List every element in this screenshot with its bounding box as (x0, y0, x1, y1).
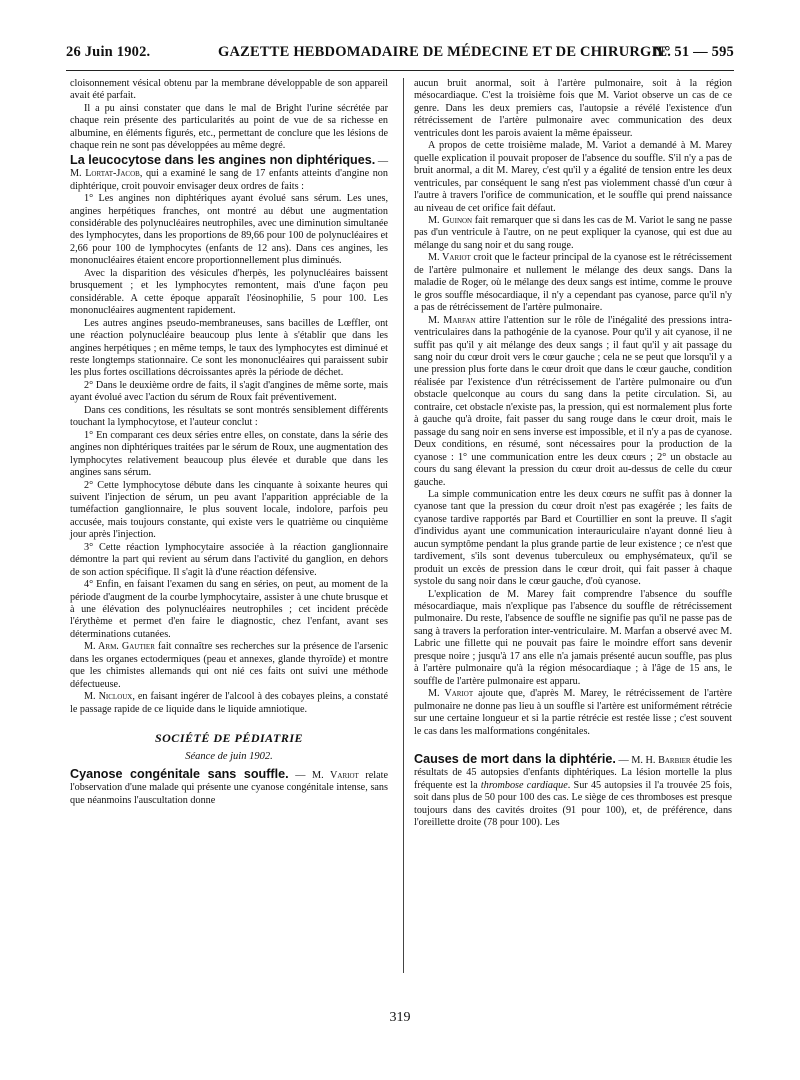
paragraph: 1° Les angines non diphtériques ayant évolué sans sérum. Les unes, angines herpétiques franches, ont montré au début une augmentation considérable des polynucléaires neutrophiles, avec une diminution simultanée des lymphocytes, dans les proportions de 89,66 pour 100 de polynucléaires et 2,66 pour 100 de lymphocytes (enfants de 12 ans). Dans ces angines, les mononucléaires étaient encore proportionnellement plus diminués. (70, 193, 388, 267)
running-header (66, 44, 734, 66)
header-date: 26 Juin 1902. (66, 44, 151, 60)
paragraph: Avec la disparition des vésicules d'herpès, les polynucléaires baissent brusquement ; et les lymphocytes remontent, mais d'une façon peu considérable. A cette époque apparaît l'éosinophilie, 5 pour 100. Les mononucléaires augmentent rapidement. (70, 267, 388, 317)
paragraph: 1° En comparant ces deux séries entre elles, on constate, dans la série des angines non diphtériques traitées par le sérum de Roux, une augmentation des lymphocytes relativement beaucoup plus élevée et durable que dans les angines sans sérum. (70, 429, 388, 479)
paragraph (414, 688, 732, 738)
paragraph-text: ajoute que, d'après M. Marey, le rétrécissement de l'artère pulmonaire ne donne pas lieu à un souffle si l'artère est uniformément rétrécie sur une certaine longueur et si la partie rétrécie est restée lisse ; c'est souvent le cas dans les malformations congénitales. (414, 688, 732, 737)
author-name: M. Arm. Gautier (84, 641, 155, 653)
paragraph: 3° Cette réaction lymphocytaire associée à la réaction ganglionnaire démontre la part qui revient au sérum dans l'activité du ganglion, en dehors de son action spécifique. Il s'agit là d'une réaction défensive. (70, 541, 388, 578)
author-name: M. Variot (312, 770, 359, 782)
emphasis-text: thrombose cardiaque (480, 779, 568, 791)
paragraph: Il a pu ainsi constater que dans le mal de Bright l'urine sécrétée par chaque rein présente des particularités au point de vue de sa richesse en albumine, en éléments figurés, etc., permettant de conclure que les lésions de chaque rein ne sont pas développées au même degré. (70, 102, 388, 152)
paragraph: aucun bruit anormal, soit à l'artère pulmonaire, soit à la région mésocardiaque. C'est la troisième fois que M. Variot observe un cas de ce genre. Dans les deux premiers cas, l'autopsie a révélé l'existence d'un rétrécissement de l'artère pulmonaire avec communication des deux ventricules dont les parois avaient la même épaisseur. (414, 78, 732, 139)
paragraph: cloisonnement vésical obtenu par la membrane développable de son appareil avait été parfait. (70, 78, 388, 102)
page-number: 319 (389, 1010, 411, 1025)
issue-page-number: N° 51 — 595 (653, 44, 734, 60)
column-divider (403, 78, 404, 973)
session-date: Séance de juin 1902. (185, 750, 273, 762)
paragraph-text: . Sur 45 autopsies il l'a trouvée 25 fois, soit dans plus de 50 pour 100 des cas. Le siège de ces thromboses est presque toujours dans des cavités droites (91 pour 100), et, de préférence, dans l'oreillette droite (78 pour 100). Les (414, 779, 732, 829)
left-column (70, 78, 388, 807)
paragraph-text: , qui a examiné le sang de 17 enfants atteints d'angine non diphtérique, croit pouvoir envisager deux ordres de faits : (70, 168, 388, 192)
header-rule (66, 70, 734, 71)
author-name: M. H. Barbier (631, 755, 691, 767)
paragraph-text: , en faisant ingérer de l'alcool à des cobayes pleins, a constaté le passage rapide de ce liquide dans le liquide amniotique. (70, 691, 389, 715)
paragraph: 2° Cette lymphocytose débute dans les cinquante à soixante heures qui suivent l'injection de sérum, un peu avant l'apparition appréciable de la tuméfaction ganglionnaire, le plus souvent locale, indolore, parfois peu accusée, mais toujours constante, qui existe vers le quatrième ou cinquième jour après l'injection. (70, 479, 388, 541)
paragraph: 2° Dans le deuxième ordre de faits, il s'agit d'angines de même sorte, mais ayant évolué avec l'action du sérum de Roux fait préventivement. (70, 379, 388, 404)
paragraph-text: croit que le facteur principal de la cyanose est le rétrécissement de l'artère pulmonaire et nullement le mélange des deux sangs. Dans la maladie de Roger, où le mélange des deux sangs est intime, comme le prouve le gros souffle mésocardiaque, il n'y a cependant pas cyanose, parce qu'il n'y a pas de rétrécissement de l'artère pulmonaire. (414, 252, 732, 314)
paragraph-text: fait connaître ses recherches sur la présence de l'arsenic dans les organes ectodermiques (peau et annexes, glande thyroïde) et montre que les chimistes allemands qui ont nié ces faits ont suivi une méthode défectueuse. (70, 641, 389, 690)
paragraph: Dans ces conditions, les résultats se sont montrés sensiblement différents touchant la lymphocytose, et l'auteur conclut : (70, 404, 388, 429)
author-name: M. Guinon (428, 214, 473, 226)
paragraph: La simple communication entre les deux cœurs ne suffit pas à donner la cyanose tant que la pression du cœur droit n'est pas exagérée ; les faits de cyanose tardive rapportés par Bard et Courtillier en sont la preuve. Il s'agit d'individus ayant une communication interauriculaire n'ayant donné lieu à aucun symptôme pendant la plus grande partie de leur existence ; ce n'est que tardivement, s'ils sont devenus tuberculeux ou emphysémateux, qu'il se produit un excès de pression dans le cœur droit, qui fait passer à chaque systole du sang noir dans le cœur gauche, d'où cyanose. (414, 488, 732, 588)
right-column (414, 78, 732, 830)
author-name: M. Variot (428, 688, 474, 700)
cyanose-article-head: Cyanose congénitale sans souffle. — M. Variot relate l'observation d'une malade qui présente une cyanose congénitale intense, sans que néanmoins l'auscultation donne (70, 767, 388, 806)
section-heading: Cyanose congénitale sans souffle. (70, 767, 289, 782)
paragraph (70, 641, 388, 691)
paragraph (414, 315, 732, 489)
section-heading: Causes de mort dans la diphtérie. (414, 752, 616, 767)
paragraph (414, 252, 732, 314)
section-spacer (414, 738, 732, 752)
leucocytose-article-head: La leucocytose dans les angines non diphtériques. — M. Lortat-Jacob, qui a examiné le sang de 17 enfants atteints d'angine non diphtérique, croit pouvoir envisager deux ordres de faits : (70, 152, 389, 192)
paragraph: 4° Enfin, en faisant l'examen du sang en séries, on peut, au moment de la période d'augment de la courbe lymphocytaire, assister à une chute brusque et à une élévation des polynucléaires neutrophiles ; cet incident précède l'érythème et permet d'en faire le diagnostic, chez l'enfant, avant ses déterminations cutanées. (70, 579, 388, 640)
society-heading: SOCIÉTÉ DE PÉDIATRIE (154, 731, 304, 746)
paragraph-text: relate l'observation d'une malade qui présente une cyanose congénitale intense, sans que néanmoins l'auscultation donne (70, 770, 388, 806)
author-name: M. Lortat-Jacob (70, 168, 140, 180)
paragraph: Les autres angines pseudo-membraneuses, sans bacilles de Lœffler, ont une réaction polynucléaire beaucoup plus lente à s'établir que dans les angines herpétiques ; en même temps, le taux des lymphocytes est diminué et reste longtemps stationnaire. Ce sont les mononucléaires qui paraissent subir les plus fortes oscillations décroissantes après la période de déchet. (70, 317, 388, 379)
paragraph: A propos de cette troisième malade, M. Variot a demandé à M. Marey quelle explication il pouvait proposer de l'absence du souffle. S'il n'y a pas de bruit anormal, a dit M. Marey, c'est qu'il y a égalité de tension entre les deux ventricules, par conséquent le sang n'est pas violemment chassé d'un cœur à l'autre à travers l'orifice de communication, et le souffle qui prend naissance au niveau de cet orifice fait défaut. (414, 140, 732, 214)
author-name: M. Variot (428, 252, 471, 264)
section-heading: La leucocytose dans les angines non diphtériques. (70, 152, 376, 167)
diphterie-article-head: Causes de mort dans la diphtérie. — M. H. Barbier étudie les résultats de 45 autopsies d'enfants diphtériques. La lésion mortelle la plus fréquente est la thrombose cardiaque. Sur 45 autopsies il l'a trouvée 25 fois, soit dans plus de 50 pour 100 des cas. Le siège de ces thromboses est presque toujours dans des cavités droites (91 pour 100), et, de préférence, dans l'oreillette droite (78 pour 100). Les (414, 752, 732, 829)
paragraph: L'explication de M. Marey fait comprendre l'absence du souffle mésocardiaque, mais n'explique pas l'absence du souffle de rétrécissement pulmonaire. Du reste, l'absence de souffle ne signifie pas qu'il ne passe pas de sang à travers la perforation inter-ventriculaire. M. Marfan a observé avec M. Labric une fillette qui ne pouvait pas faire le moindre effort sans devenir presque noire ; jusqu'à 17 ans elle n'a jamais présenté aucun souffle, pas plus à l'artère pulmonaire qu'à la région mésocardiaque ; à l'âge de 15 ans, le souffle de l'artère pulmonaire est apparu. (414, 588, 732, 687)
paragraph-text: étudie les résultats de 45 autopsies d'enfants diphtériques. La lésion mortelle la plus fréquente est la (414, 755, 732, 791)
paragraph-text: attire l'attention sur le rôle de l'inégalité des pressions intra-ventriculaires dans la pathogénie de la cyanose. Pour qu'il y ait cyanose, il ne suffit pas qu'il y ait mélange des deux sangs ; il faut qu'il y ait passage du sang noir du cœur droit vers le cœur gauche ; cela ne se peut que lorsqu'il y a une pression plus forte dans le cœur droit que dans le cœur gauche, condition réalisée par l'existence d'un rétrécissement de l'artère pulmonaire ou d'un obstacle quelconque au cours du sang dans la petite circulation. Si, au contraire, cet obstacle n'existe pas, la pression, qui est normalement plus forte à gauche qu'à droite, fait passer du sang rouge dans le cœur droit, mais le passage du sang noir en sens inverse est impossible, et il n'y a pas de cyanose. Deux conditions, en résumé, sont nécessaires pour la production de la cyanose : 1° une communication entre les deux cœurs ; 2° un obstacle au cours du sang élevant la pression du cœur droit au-dessus de celle du cœur gauche. (414, 314, 732, 488)
paragraph-text: fait remarquer que si dans les cas de M. Variot le sang ne passe pas d'un ventricule à l'autre, on ne peut expliquer la cyanose, qui est due au mélange du sang noir et du sang rouge. (414, 214, 732, 251)
author-name: M. Marfan (428, 314, 476, 326)
journal-title: GAZETTE HEBDOMADAIRE DE MÉDECINE ET DE CHIRURGIE. (218, 44, 672, 60)
paragraph (70, 691, 388, 716)
author-name: M. Nicloux (84, 691, 133, 703)
paragraph (414, 215, 732, 252)
